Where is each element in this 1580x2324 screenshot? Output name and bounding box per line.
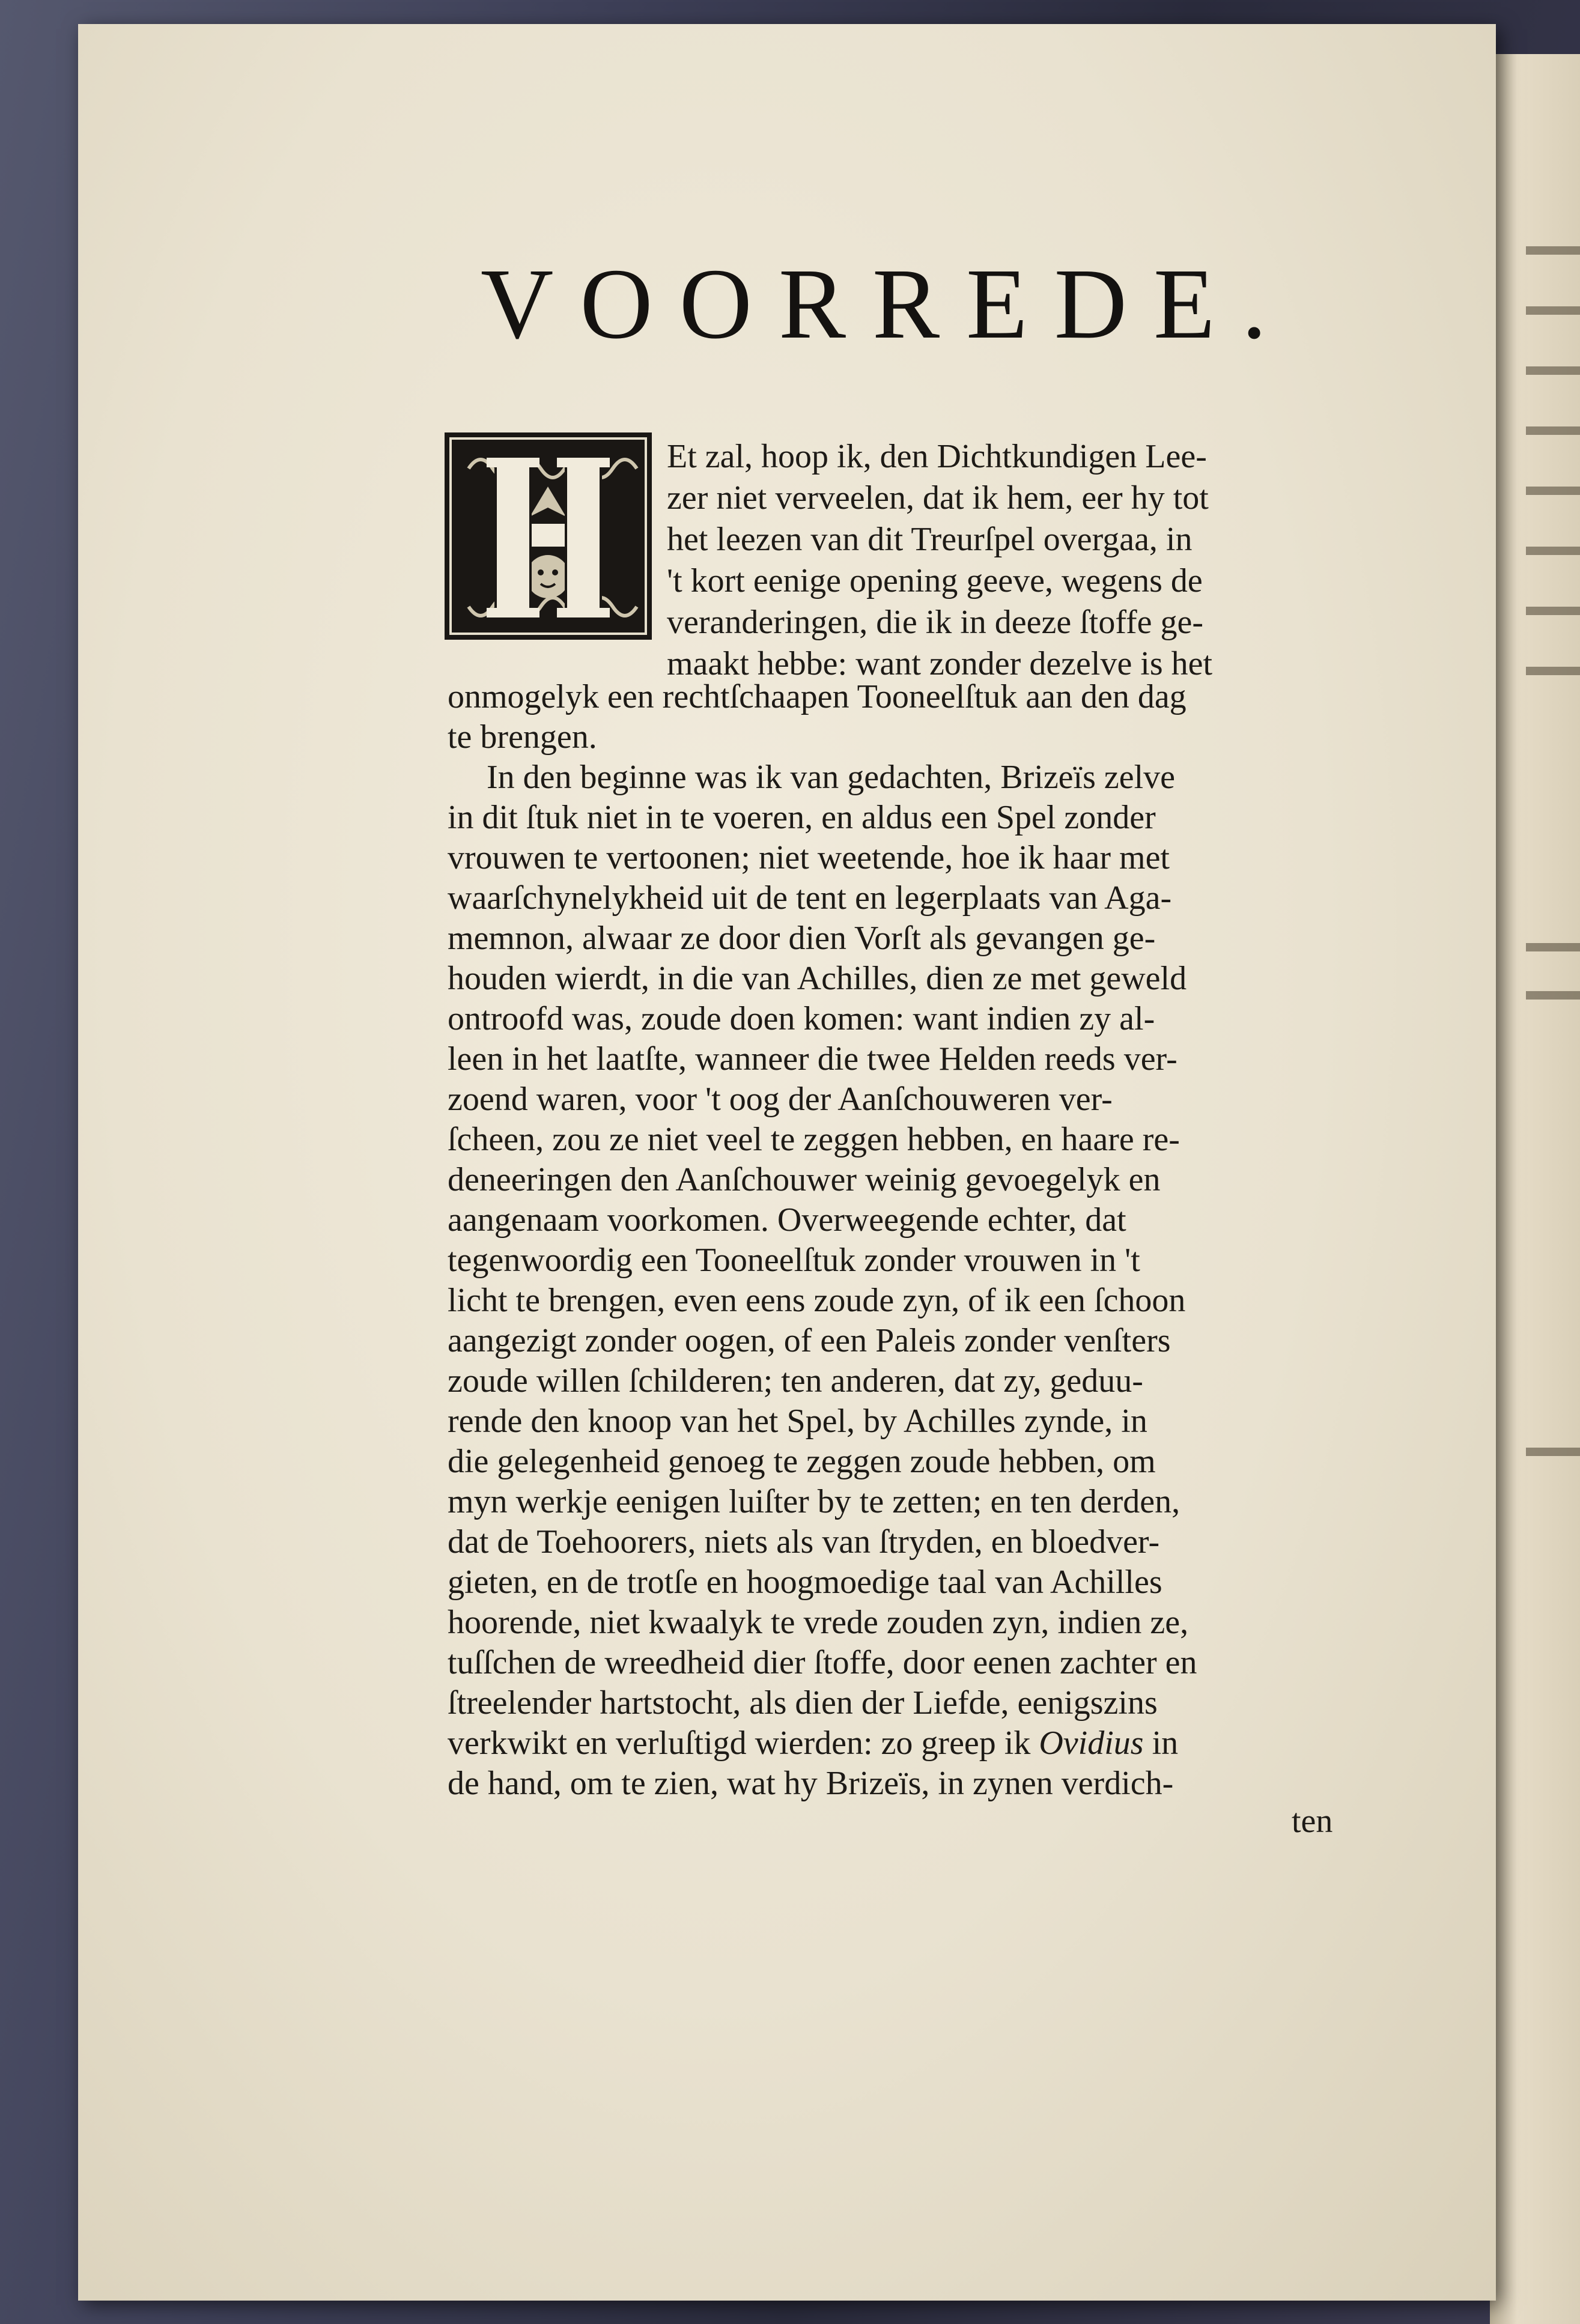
text-line: licht te brengen, even eens zoude zyn, of ik een ſchoon <box>448 1282 1186 1319</box>
text-line: deneeringen den Aanſchouwer weinig gevoegelyk en <box>448 1161 1161 1198</box>
text-line: verkwikt en verluſtigd wierden: zo greep ik Ovidius in <box>448 1725 1179 1762</box>
text-line: zer niet verveelen, dat ik hem, eer hy tot <box>667 479 1209 517</box>
text-line: gieten, en de trotſe en hoogmoedige taal van Achilles <box>448 1564 1162 1601</box>
text-line: Et zal, hoop ik, den Dichtkundigen Lee- <box>667 438 1207 475</box>
text-line: rende den knoop van het Spel, by Achilles zynde, in <box>448 1403 1147 1440</box>
text-line: vrouwen te vertoonen; niet weetende, hoe ik haar met <box>448 839 1170 876</box>
text-line: aangezigt zonder oogen, of een Paleis zonder venſters <box>448 1322 1171 1359</box>
text-line: in dit ſtuk niet in te voeren, en aldus een Spel zonder <box>448 799 1156 836</box>
text-line: waarſchynelykheid uit de tent en legerplaats van Aga- <box>448 879 1172 917</box>
text-line: hoorende, niet kwaalyk te vrede zouden zyn, indien ze, <box>448 1604 1189 1641</box>
text-line: het leezen van dit Treurſpel overgaa, in <box>667 521 1193 558</box>
text-line: houden wierdt, in die van Achilles, dien ze met geweld <box>448 960 1187 997</box>
text-line: zoude willen ſchilderen; ten anderen, dat zy, geduu- <box>448 1362 1143 1400</box>
text-line: myn werkje eenigen luiſter by te zetten; en ten derden, <box>448 1483 1180 1520</box>
text-line: zoend waren, voor 't oog der Aanſchouweren ver- <box>448 1081 1113 1118</box>
text-line: leen in het laatſte, wanneer die twee Helden reeds ver- <box>448 1040 1177 1078</box>
decorated-initial-H-icon <box>445 432 652 640</box>
text-line: de hand, om te zien, wat hy Brizeïs, in zynen verdich- <box>448 1765 1174 1802</box>
text-line: aangenaam voorkomen. Overweegende echter, dat <box>448 1201 1126 1239</box>
text-line: ontroofd was, zoude doen komen: want indien zy al- <box>448 1000 1155 1037</box>
text-line: dat de Toehoorers, niets als van ſtryden, en bloedver- <box>448 1523 1160 1561</box>
catchword: ten <box>1292 1803 1333 1840</box>
text-line: ſcheen, zou ze niet veel te zeggen hebben, en haare re- <box>448 1121 1180 1158</box>
text-line: onmogelyk een rechtſchaapen Tooneelſtuk aan den dag <box>448 678 1187 715</box>
text-line: ſtreelender hartstocht, als dien der Liefde, eenigszins <box>448 1684 1158 1722</box>
text-line: maakt hebbe: want zonder dezelve is het <box>667 645 1213 682</box>
page-title: VOORREDE. <box>481 248 1293 360</box>
text-line: tuſſchen de wreedheid dier ſtoffe, door eenen zachter en <box>448 1644 1197 1681</box>
text-line: tegenwoordig een Tooneelſtuk zonder vrouwen in 't <box>448 1242 1140 1279</box>
text-line: 't kort eenige opening geeve, wegens de <box>667 562 1203 599</box>
text-line: In den beginne was ik van gedachten, Brizeïs zelve <box>487 759 1176 796</box>
text-line: die gelegenheid genoeg te zeggen zoude hebben, om <box>448 1443 1156 1480</box>
facing-page-edge <box>1490 54 1580 2324</box>
text-line: memnon, alwaar ze door dien Vorſt als gevangen ge- <box>448 920 1156 957</box>
text-line: veranderingen, die ik in deeze ſtoffe ge- <box>667 604 1203 641</box>
text-line: te brengen. <box>448 718 597 756</box>
